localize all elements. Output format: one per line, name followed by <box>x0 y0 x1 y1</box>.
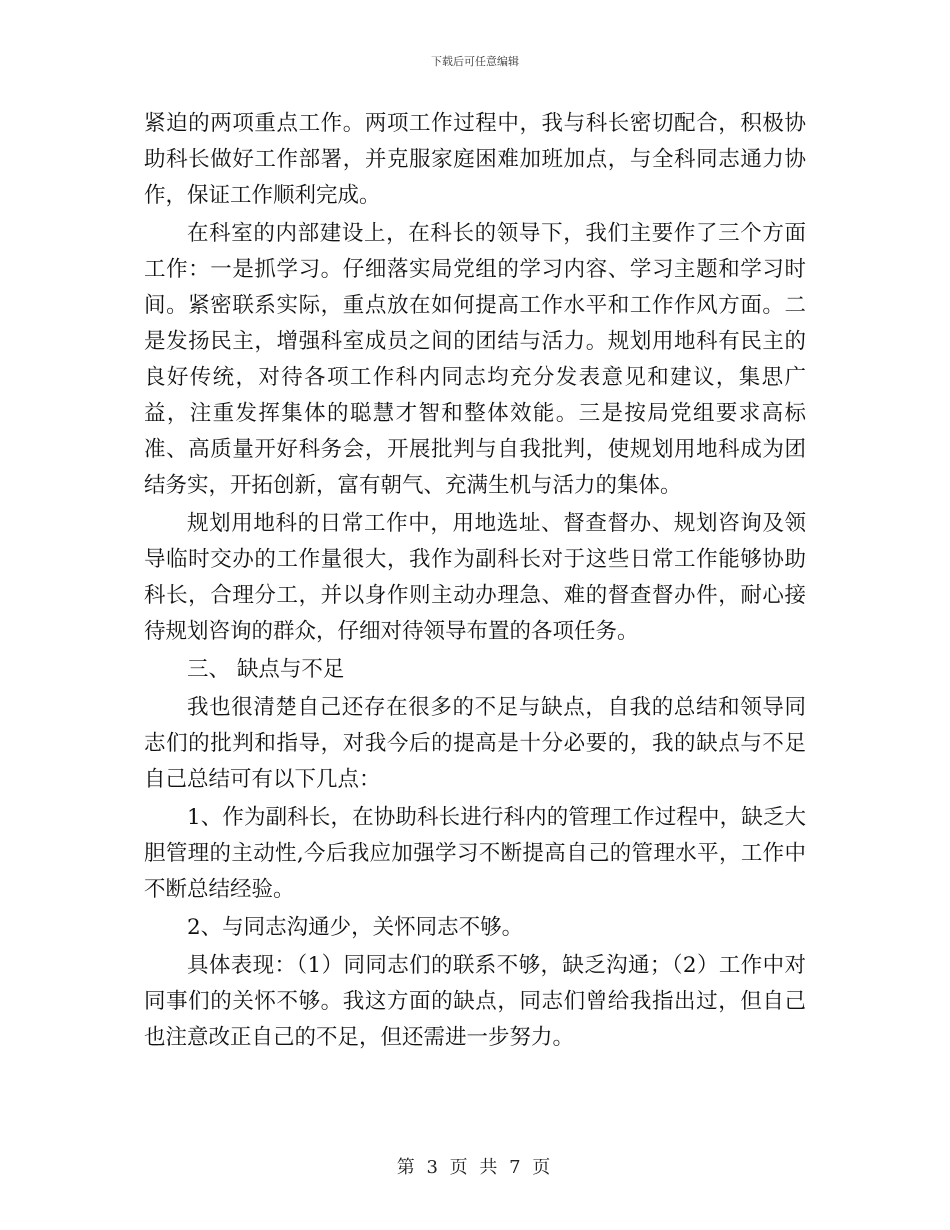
paragraph-5: 具体表现：（1）同同志们的联系不够，缺乏沟通；（2）工作中对同事们的关怀不够。我这方面的缺点，同志们曾给我指出过，但自己也注意改正自己的不足，但还需进一步努力。 <box>144 953 806 1050</box>
section-heading: 三、 缺点与不足 <box>187 657 345 682</box>
paragraph-4: 我也很清楚自己还存在很多的不足与缺点，自我的总结和领导同志们的批判和指导，对我今后的提高是十分必要的，我的缺点与不足自己总结可有以下几点： <box>144 695 806 792</box>
page-number: 第 3 页 共 7 页 <box>396 1157 554 1178</box>
page-header: 下载后可任意编辑 <box>431 55 519 68</box>
list-item-1: 1、作为副科长，在协助科长进行科内的管理工作过程中，缺乏大胆管理的主动性,今后我应加强学习不断提高自己的管理水平，工作中不断总结经验。 <box>144 805 806 902</box>
paragraph-1: 紧迫的两项重点工作。两项工作过程中，我与科长密切配合，积极协助科长做好工作部署，并克服家庭困难加班加点，与全科同志通力协作，保证工作顺利完成。 <box>144 111 806 208</box>
paragraph-3: 规划用地科的日常工作中，用地选址、督查督办、规划咨询及领导临时交办的工作量很大，我作为副科长对于这些日常工作能够协助科长，合理分工，并以身作则主动办理急、难的督查督办件，耐心接待规划咨询的群众，仔细对待领导布置的各项任务。 <box>144 511 806 644</box>
list-item-2: 2、与同志沟通少，关怀同志不够。 <box>187 915 524 940</box>
document-body <box>144 106 806 1056</box>
paragraph-2: 在科室的内部建设上，在科长的领导下，我们主要作了三个方面工作：一是抓学习。仔细落实局党组的学习内容、学习主题和学习时间。紧密联系实际，重点放在如何提高工作水平和工作作风方面。二是发扬民主，增强科室成员之间的团结与活力。规划用地科有民主的良好传统，对待各项工作科内同志均充分发表意见和建议，集思广益，注重发挥集体的聪慧才智和整体效能。三是按局党组要求高标准、高质量开好科务会，开展批判与自我批判，使规划用地科成为团结务实，开拓创新，富有朝气、充满生机与活力的集体。 <box>144 221 806 498</box>
